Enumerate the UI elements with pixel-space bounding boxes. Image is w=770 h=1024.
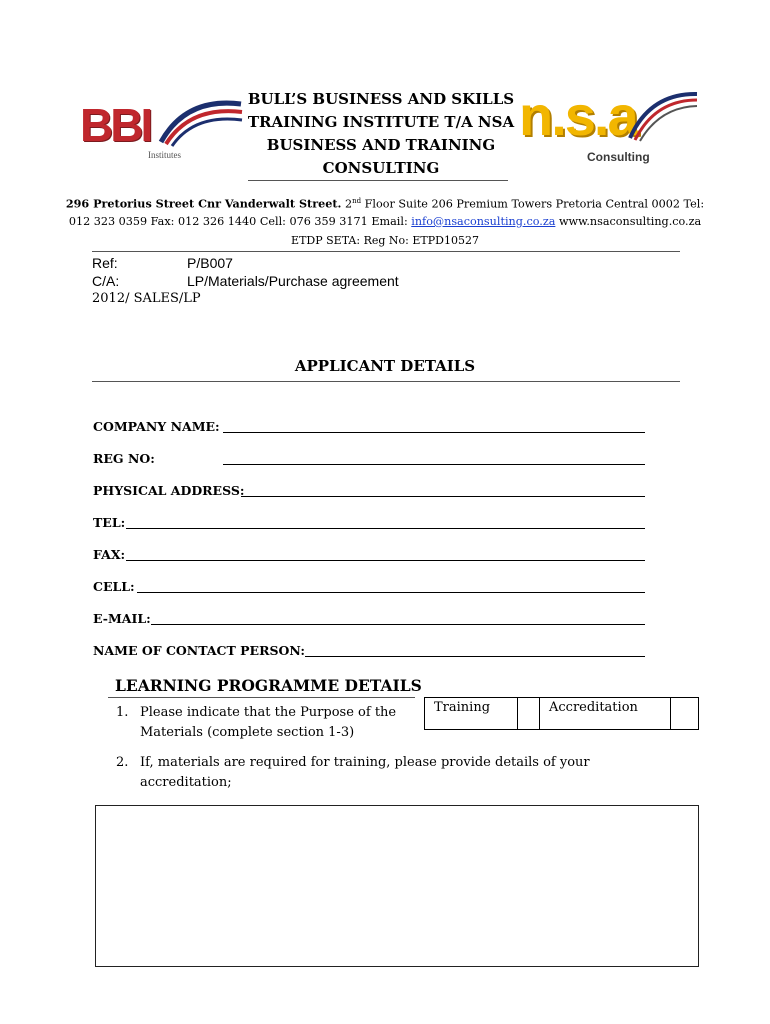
applicant-details-title: APPLICANT DETAILS xyxy=(294,357,476,375)
title-line: BUSINESS AND TRAINING xyxy=(266,136,496,154)
applicant-divider xyxy=(92,381,680,382)
physical-address-field[interactable] xyxy=(93,483,645,499)
floor-rest: Floor Suite 206 Premium Towers Pretoria Central 0002 Tel: xyxy=(361,197,705,211)
contact-address xyxy=(55,193,715,230)
item-text-line: Please indicate that the Purpose of the xyxy=(140,705,397,720)
field-label: REG NO: xyxy=(93,451,155,466)
field-label: PHYSICAL ADDRESS: xyxy=(93,483,245,498)
title-line: TRAINING INSTITUTE T/A NSA xyxy=(247,113,515,131)
cell-field[interactable] xyxy=(93,579,645,595)
bbi-swoosh-icon xyxy=(156,92,246,152)
cell-input[interactable] xyxy=(137,592,645,593)
accreditation-checkbox[interactable] xyxy=(671,698,698,729)
field-label: NAME OF CONTACT PERSON: xyxy=(93,643,305,658)
item-text-line: accreditation; xyxy=(140,775,232,790)
item-text xyxy=(140,753,590,793)
field-label: CELL: xyxy=(93,579,135,594)
purpose-table xyxy=(424,697,699,730)
street-address: 296 Pretorius Street Cnr Vanderwalt Street. xyxy=(65,196,342,211)
accreditation-details-box[interactable] xyxy=(95,805,699,967)
field-label: COMPANY NAME: xyxy=(93,419,220,434)
training-checkbox[interactable] xyxy=(518,698,540,729)
item-number: 1. xyxy=(116,705,129,720)
bbi-logo xyxy=(78,92,243,162)
field-label: TEL: xyxy=(93,515,126,530)
seta-divider xyxy=(92,251,680,252)
ref-value: LP/Materials/Purchase agreement xyxy=(187,273,399,289)
tel-input[interactable] xyxy=(126,528,645,529)
bbi-logo-sub: Institutes xyxy=(148,150,181,160)
email-link[interactable]: info@nsaconsulting.co.za xyxy=(411,214,556,228)
title-divider xyxy=(248,180,508,181)
learning-programme-title: LEARNING PROGRAMME DETAILS xyxy=(115,676,422,695)
website-text: www.nsaconsulting.co.za xyxy=(555,214,702,228)
sales-lp-ref: 2012/ SALES/LP xyxy=(92,291,201,306)
contact-person-field[interactable] xyxy=(93,643,645,659)
nsa-logo-text: n.s.a xyxy=(519,84,637,147)
floor-prefix: 2 xyxy=(341,197,353,211)
nsa-logo-sub: Consulting xyxy=(587,150,650,164)
ref-value: P/B007 xyxy=(187,255,233,271)
nsa-swoosh-icon xyxy=(625,88,700,143)
nsa-logo xyxy=(515,86,700,171)
item-number: 2. xyxy=(116,755,129,770)
title-line: BULL’S BUSINESS AND SKILLS xyxy=(247,90,515,108)
phone-numbers: 012 323 0359 Fax: 012 326 1440 Cell: 076 359 3171 Email: xyxy=(68,214,412,228)
reg-no-input[interactable] xyxy=(223,464,645,465)
physical-address-input[interactable] xyxy=(241,496,645,497)
seta-reg: ETDP SETA: Reg No: ETPD10527 xyxy=(291,234,479,247)
email-input[interactable] xyxy=(151,624,645,625)
purpose-option-training: Training xyxy=(425,698,518,729)
fax-field[interactable] xyxy=(93,547,645,563)
learning-programme-divider xyxy=(108,697,415,698)
field-label: FAX: xyxy=(93,547,126,562)
item-text-line: Materials (complete section 1-3) xyxy=(140,725,355,740)
list-item xyxy=(116,753,676,793)
title-line: CONSULTING xyxy=(322,159,440,177)
ref-key: Ref: xyxy=(92,255,118,271)
ref-key: C/A: xyxy=(92,273,120,289)
tel-field[interactable] xyxy=(93,515,645,531)
item-text-line: If, materials are required for training, please provide details of your xyxy=(140,755,590,770)
item-text xyxy=(140,703,396,743)
email-field[interactable] xyxy=(93,611,645,627)
institute-title xyxy=(240,88,522,180)
contact-person-input[interactable] xyxy=(305,656,645,657)
bbi-logo-text: BBI xyxy=(80,99,151,151)
reg-no-field[interactable] xyxy=(93,451,645,467)
fax-input[interactable] xyxy=(126,560,645,561)
purpose-option-accreditation: Accreditation xyxy=(540,698,671,729)
company-name-input[interactable] xyxy=(223,432,645,433)
list-item xyxy=(116,703,416,743)
field-label: E-MAIL: xyxy=(93,611,151,626)
company-name-field[interactable] xyxy=(93,419,645,435)
floor-sup: nd xyxy=(352,197,362,205)
